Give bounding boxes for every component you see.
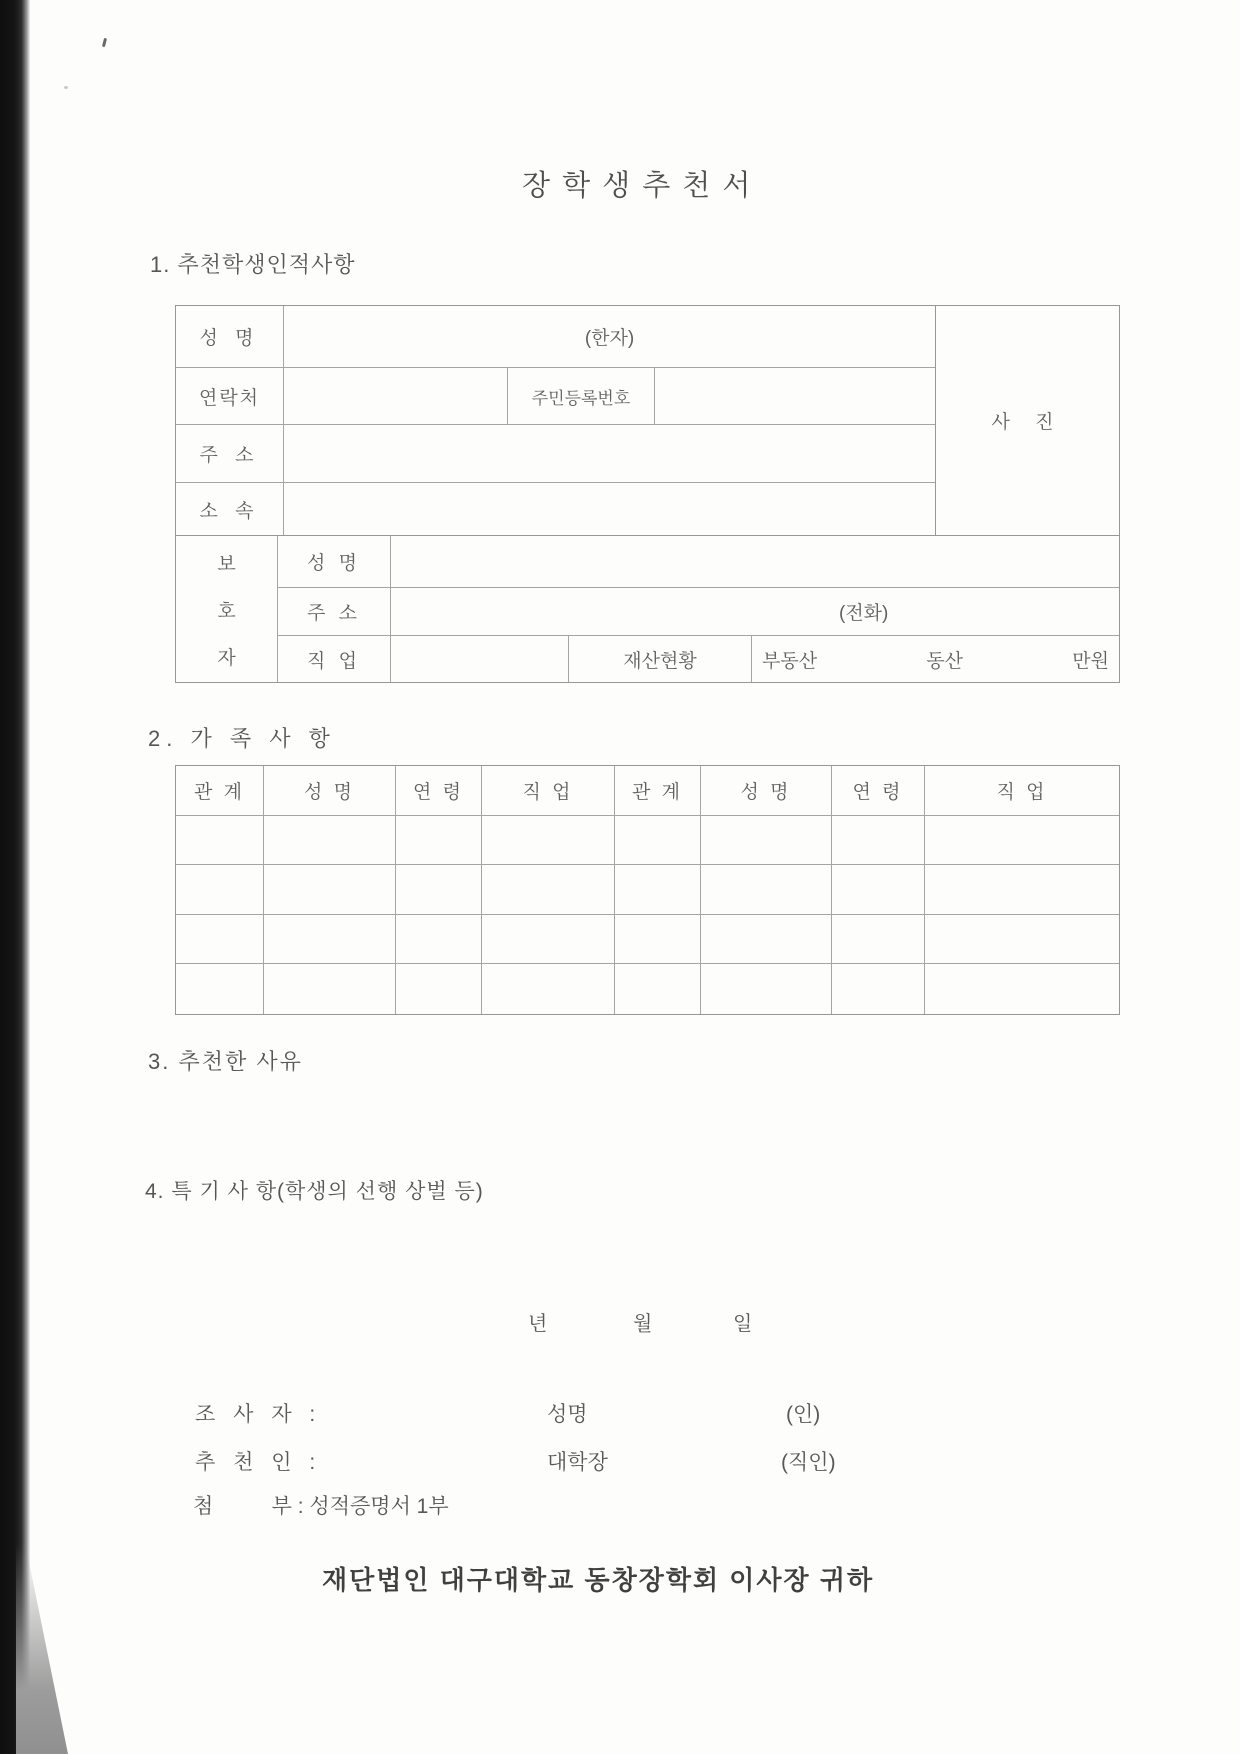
address-label: 주 소 xyxy=(176,425,284,482)
family-cell xyxy=(615,865,701,915)
family-cell xyxy=(264,915,396,965)
contact-label: 연락처 xyxy=(176,368,284,424)
family-cell xyxy=(832,865,925,915)
family-header-name: 성 명 xyxy=(701,766,832,816)
family-cell xyxy=(396,865,482,915)
guardian-phone-label: (전화) xyxy=(839,603,889,624)
family-header-age: 연 령 xyxy=(396,766,482,816)
personal-info-table xyxy=(175,305,1120,683)
family-header-job: 직 업 xyxy=(925,766,1119,816)
family-cell xyxy=(832,964,925,1014)
currency-unit-label: 만원 xyxy=(1072,650,1109,672)
family-cell xyxy=(615,816,701,866)
family-cell xyxy=(176,915,264,965)
address-field xyxy=(284,425,935,482)
investigator-name-label: 성명 xyxy=(547,1403,588,1426)
recommender-seal-label: (직인) xyxy=(781,1451,836,1474)
guardian-address-row xyxy=(278,588,1119,636)
property-status-label: 재산현황 xyxy=(569,636,752,682)
family-cell xyxy=(482,964,615,1014)
family-header-job: 직 업 xyxy=(482,766,615,816)
family-cell xyxy=(925,865,1119,915)
recommender-title-label: 대학장 xyxy=(547,1451,608,1474)
photo-box: 사 진 xyxy=(991,412,1064,433)
name-label: 성 명 xyxy=(176,306,284,367)
family-header-name: 성 명 xyxy=(264,766,396,816)
family-cell xyxy=(832,816,925,866)
personal-info-upper xyxy=(176,306,1119,536)
section1-heading: 1. 추천학생인적사항 xyxy=(150,252,356,277)
guardian-address-label: 주 소 xyxy=(278,588,391,635)
guardian-char: 자 xyxy=(217,647,236,669)
address-row xyxy=(176,425,935,483)
guardian-job-label: 직 업 xyxy=(278,636,391,682)
family-cell xyxy=(925,816,1119,866)
scan-speck xyxy=(64,86,68,89)
page-title: 장 학 생 추 천 서 xyxy=(522,170,753,202)
family-cell xyxy=(701,816,832,866)
section4-heading: 4. 특 기 사 항(학생의 선행 상벌 등) xyxy=(145,1180,484,1203)
section2-heading: 2. 가 족 사 항 xyxy=(148,726,336,751)
family-cell xyxy=(701,915,832,965)
guardian-section xyxy=(176,536,1119,682)
guardian-job-row xyxy=(278,636,1119,682)
personal-info-main xyxy=(176,306,936,535)
guardian-name-row xyxy=(278,536,1119,588)
family-header-relation: 관 계 xyxy=(176,766,264,816)
real-estate-label: 부동산 xyxy=(762,650,818,672)
family-cell xyxy=(264,865,396,915)
family-cell xyxy=(264,816,396,866)
affiliation-label: 소 속 xyxy=(176,483,284,535)
resident-id-label: 주민등록번호 xyxy=(508,368,655,424)
name-row xyxy=(176,306,935,368)
family-cell xyxy=(615,964,701,1014)
investigator-seal-label: (인) xyxy=(786,1403,821,1426)
guardian-char: 호 xyxy=(217,600,236,622)
affiliation-row xyxy=(176,483,935,535)
recommender-label: 추 천 인 : xyxy=(195,1451,322,1474)
guardian-job-field xyxy=(391,636,569,682)
affiliation-field xyxy=(284,483,935,535)
guardian-char: 보 xyxy=(217,553,236,575)
family-cell xyxy=(832,915,925,965)
family-cell xyxy=(701,964,832,1014)
family-cell xyxy=(615,915,701,965)
family-cell xyxy=(482,816,615,866)
guardian-fields xyxy=(278,536,1119,682)
family-cell xyxy=(396,816,482,866)
family-cell xyxy=(396,915,482,965)
attachment-line: 첨 부 : 성적증명서 1부 xyxy=(193,1495,449,1518)
contact-field xyxy=(284,368,508,424)
family-header-relation: 관 계 xyxy=(615,766,701,816)
family-cell xyxy=(482,865,615,915)
addressee-line: 재단법인 대구대학교 동창장학회 이사장 귀하 xyxy=(322,1565,875,1595)
family-cell xyxy=(482,915,615,965)
investigator-label: 조 사 자 : xyxy=(195,1403,322,1426)
family-header-age: 연 령 xyxy=(832,766,925,816)
assets-cell xyxy=(752,636,1119,682)
guardian-label xyxy=(176,536,278,682)
date-month-label: 월 xyxy=(633,1313,653,1335)
scan-corner-shadow xyxy=(16,1544,68,1754)
family-table xyxy=(175,765,1120,1015)
family-cell xyxy=(925,915,1119,965)
movables-label: 동산 xyxy=(926,650,964,672)
section3-heading: 3. 추천한 사유 xyxy=(148,1049,303,1074)
date-day-label: 일 xyxy=(733,1313,753,1335)
family-cell xyxy=(264,964,396,1014)
guardian-name-label: 성 명 xyxy=(278,536,391,587)
scan-speck xyxy=(102,38,107,47)
family-cell xyxy=(396,964,482,1014)
resident-id-field xyxy=(655,368,935,424)
family-cell xyxy=(176,816,264,866)
contact-row xyxy=(176,368,935,425)
family-cell xyxy=(701,865,832,915)
family-cell xyxy=(925,964,1119,1014)
guardian-name-field xyxy=(391,536,1119,587)
date-year-label: 년 xyxy=(528,1313,548,1335)
hanja-label: (한자) xyxy=(584,328,635,349)
family-cell xyxy=(176,964,264,1014)
scan-edge-shadow xyxy=(0,0,30,1754)
family-cell xyxy=(176,865,264,915)
